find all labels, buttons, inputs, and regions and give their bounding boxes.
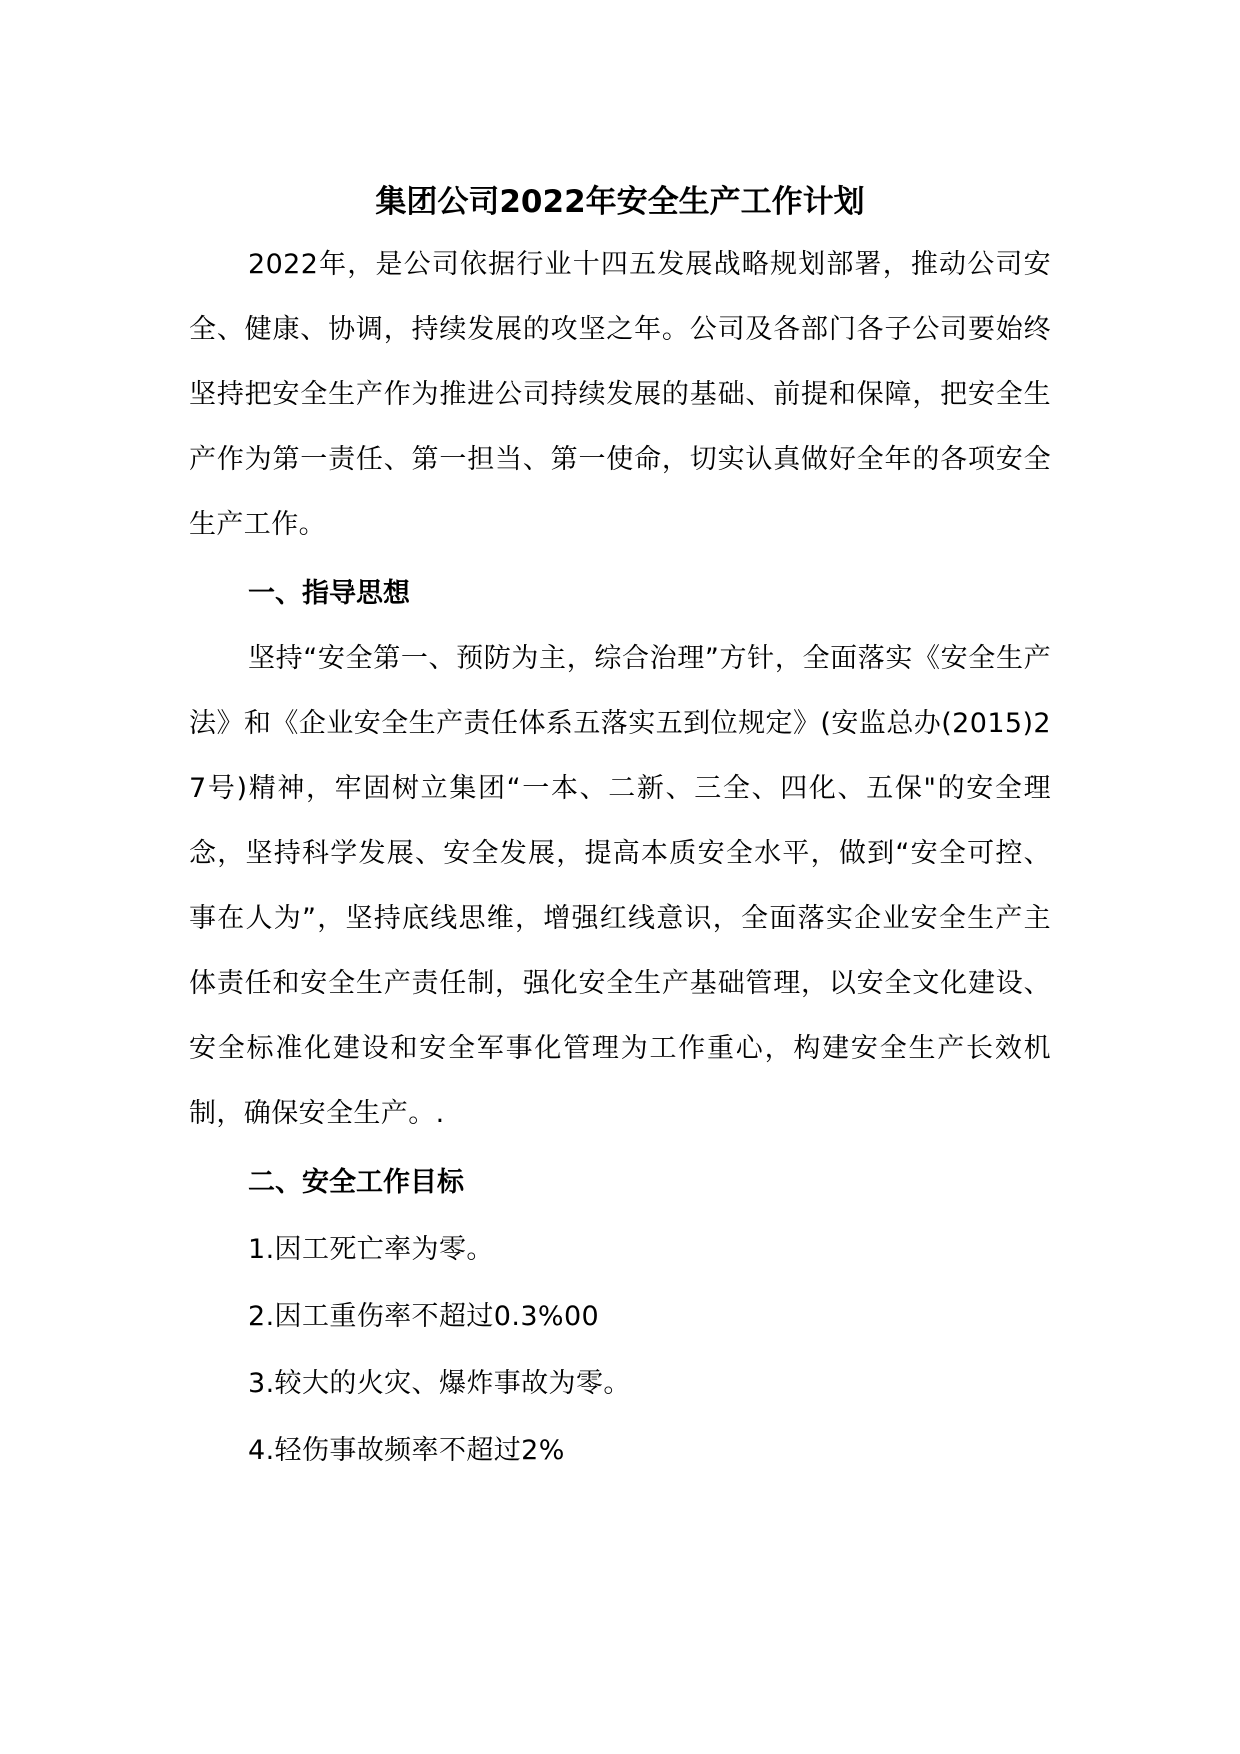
spacer bbox=[189, 557, 1051, 559]
goal-item: 4.轻伤事故频率不超过2% bbox=[248, 1435, 565, 1466]
document-page bbox=[189, 172, 1051, 1483]
goal-item: 3.较大的火灾、爆炸事故为零。 bbox=[248, 1368, 631, 1399]
section-heading-guiding-ideology: 一、指导思想 bbox=[248, 578, 410, 609]
guiding-ideology-paragraph: 坚持“安全第一、预防为主，综合治理”方针，全面落实《安全生产法》和《企业安全生产责任体系五落实五到位规定》(安监总办(2015)27号)精神，牢固树立集团“一本、二新、三全、四化、五保"的安全理念，坚持科学发展、安全发展，提高本质安全水平，做到“安全可控、事在人为”，坚持底线思维，增强红线意识，全面落实企业安全生产主体责任和安全生产责任制，强化安全生产基础管理，以安全文化建设、安全标准化建设和安全军事化管理为工作重心，构建安全生产长效机制，确保安全生产。. bbox=[189, 643, 1051, 1129]
document-title: 集团公司2022年安全生产工作计划 bbox=[375, 184, 865, 220]
section-heading-safety-goals: 二、安全工作目标 bbox=[248, 1167, 464, 1198]
spacer bbox=[189, 1146, 1051, 1148]
goal-item: 1.因工死亡率为零。 bbox=[248, 1234, 494, 1265]
intro-paragraph: 2022年，是公司依据行业十四五发展战略规划部署，推动公司安全、健康、协调，持续发展的攻坚之年。公司及各部门各子公司要始终坚持把安全生产作为推进公司持续发展的基础、前提和保障，把安全生产作为第一责任、第一担当、第一使命，切实认真做好全年的各项安全生产工作。 bbox=[189, 249, 1051, 540]
goal-item: 2.因工重伤率不超过0.3%00 bbox=[248, 1301, 600, 1332]
